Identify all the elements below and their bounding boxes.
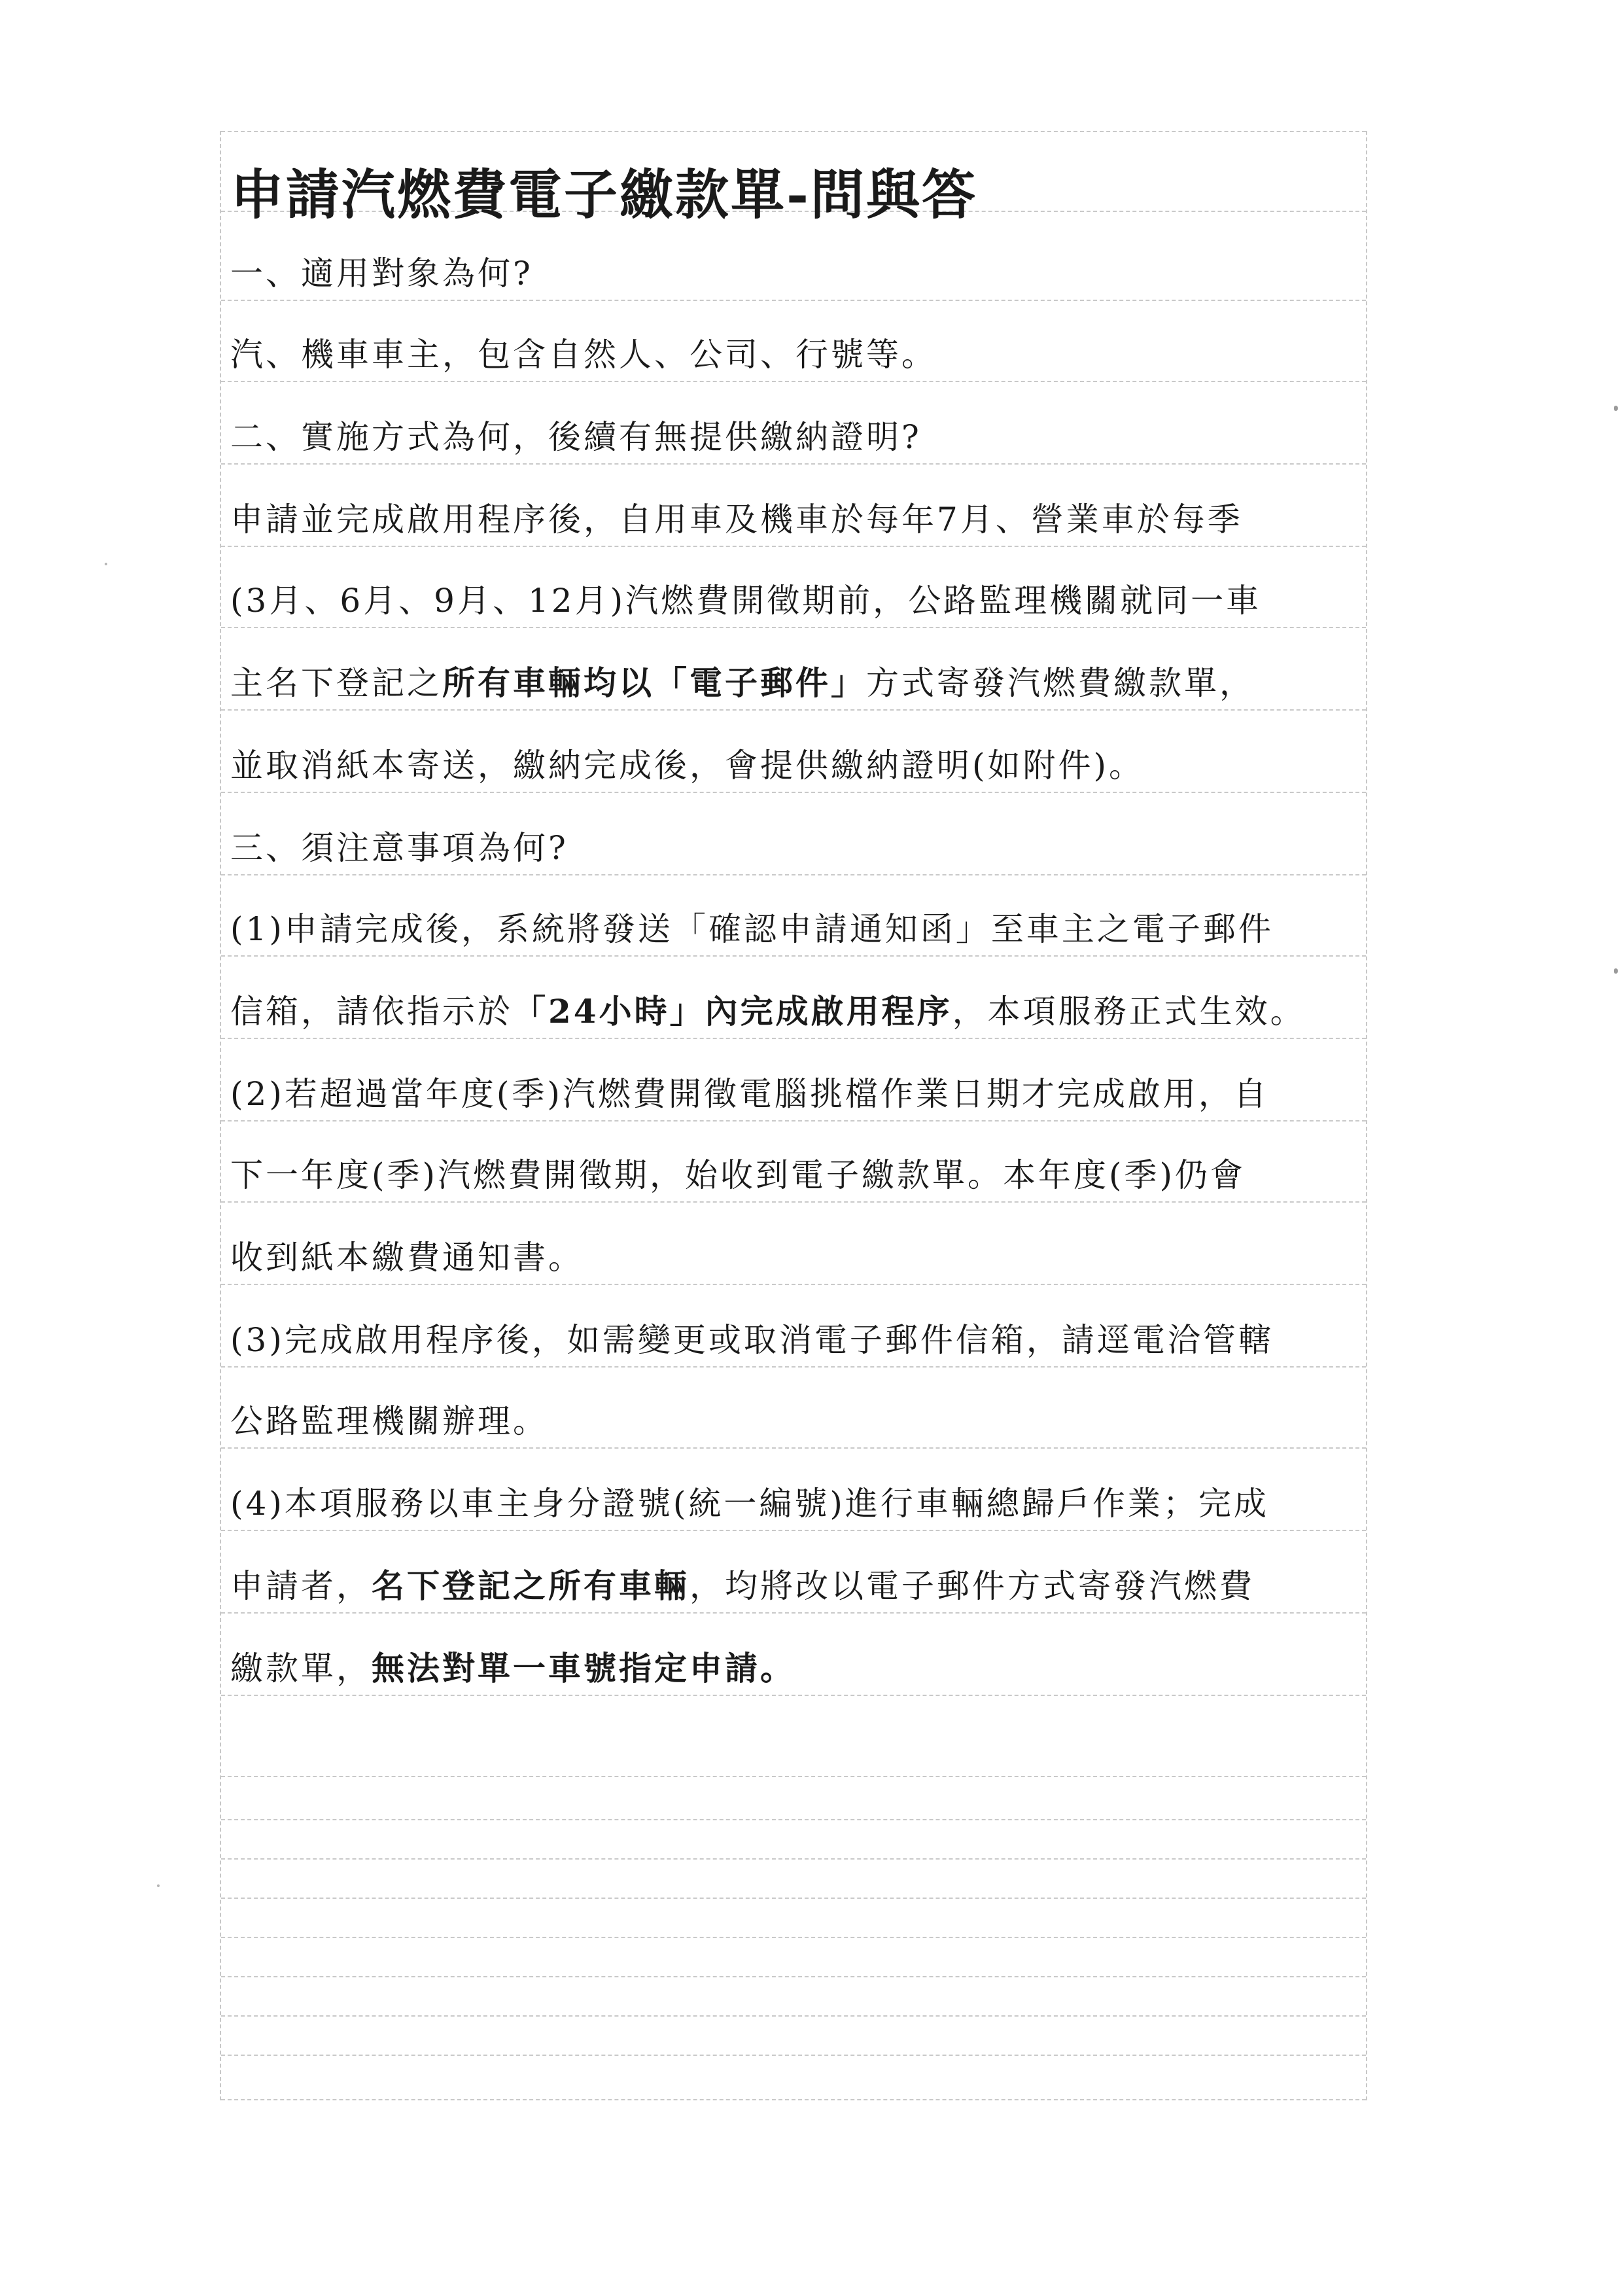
ruled-line bbox=[221, 1776, 1366, 1777]
note-2-line: 收到紙本繳費通知書。 bbox=[230, 1239, 584, 1277]
ruled-line bbox=[221, 1284, 1366, 1285]
note-4-line bbox=[230, 1649, 795, 1688]
answer-1: 汽、機車車主，包含自然人、公司、行號等。 bbox=[230, 336, 937, 374]
note-2-line: (2)若超過當年度(季)汽燃費開徵電腦挑檔作業日期才完成啟用，自 bbox=[230, 1075, 1269, 1113]
ruled-line bbox=[221, 955, 1366, 957]
ruled-line bbox=[221, 627, 1366, 628]
ruled-line bbox=[221, 1120, 1366, 1122]
ruled-line bbox=[221, 1530, 1366, 1531]
ruled-line bbox=[221, 709, 1366, 711]
ruled-line bbox=[221, 1612, 1366, 1614]
text-run: ，均將改以電子郵件方式寄發汽燃費 bbox=[689, 1567, 1255, 1605]
emphasis-text: 「電子郵件」 bbox=[654, 663, 866, 702]
ruled-line bbox=[221, 131, 1366, 132]
answer-2-line: (3月、6月、9月、12月)汽燃費開徵期前，公路監理機關就同一車 bbox=[230, 582, 1262, 620]
emphasis-text: 名下登記之所有車輛 bbox=[372, 1566, 689, 1605]
question-1: 一、適用對象為何? bbox=[230, 255, 533, 292]
ruled-line bbox=[221, 1937, 1366, 1938]
ruled-line bbox=[221, 300, 1366, 301]
page-title: 申請汽燃費電子繳款單-問與答 bbox=[230, 164, 978, 226]
question-3: 三、須注意事項為何? bbox=[230, 829, 568, 867]
ruled-line bbox=[221, 381, 1366, 382]
ruled-line bbox=[221, 2015, 1366, 2017]
ruled-line bbox=[221, 1366, 1366, 1368]
ruled-line bbox=[221, 874, 1366, 875]
text-run: 信箱，請依指示於 bbox=[230, 993, 513, 1031]
ruled-line bbox=[221, 1695, 1366, 1696]
ruled-line bbox=[221, 2099, 1366, 2100]
scan-speck bbox=[157, 1884, 160, 1887]
ruled-line bbox=[221, 1447, 1366, 1449]
ruled-line bbox=[221, 546, 1366, 547]
note-2-line: 下一年度(季)汽燃費開徵期，始收到電子繳款單。本年度(季)仍會 bbox=[230, 1156, 1246, 1194]
ruled-line bbox=[221, 1201, 1366, 1203]
note-1-line bbox=[230, 992, 1306, 1031]
answer-2-line bbox=[230, 663, 1255, 703]
ruled-line bbox=[221, 1819, 1366, 1820]
ruled-line bbox=[221, 792, 1366, 793]
question-2: 二、實施方式為何，後續有無提供繳納證明? bbox=[230, 418, 922, 456]
emphasis-text: 所有車輛 bbox=[442, 663, 584, 702]
lined-sheet bbox=[220, 131, 1367, 2100]
emphasis-text: 均以 bbox=[584, 663, 654, 702]
scan-speck bbox=[1614, 406, 1618, 411]
emphasis-text: 無法對單一車號指定申請。 bbox=[372, 1649, 795, 1687]
ruled-line bbox=[221, 1898, 1366, 1899]
note-4-line bbox=[230, 1566, 1255, 1606]
text-run: 方式寄發汽燃費繳款單， bbox=[866, 664, 1255, 702]
ruled-line bbox=[221, 463, 1366, 465]
ruled-line bbox=[221, 1976, 1366, 1977]
note-3-line: (3)完成啟用程序後，如需變更或取消電子郵件信箱，請逕電洽管轄 bbox=[230, 1321, 1274, 1359]
note-4-line: (4)本項服務以車主身分證號(統一編號)進行車輛總歸戶作業；完成 bbox=[230, 1485, 1269, 1523]
emphasis-text: 「24小時」內完成啟用程序 bbox=[513, 992, 952, 1031]
ruled-line bbox=[221, 2055, 1366, 2056]
text-run: 繳款單， bbox=[230, 1650, 372, 1687]
ruled-line bbox=[221, 1038, 1366, 1039]
answer-2-line: 並取消紙本寄送，繳納完成後，會提供繳納證明(如附件)。 bbox=[230, 747, 1145, 785]
text-run: 主名下登記之 bbox=[230, 664, 442, 702]
ruled-line bbox=[221, 1858, 1366, 1860]
note-1-line: (1)申請完成後，系統將發送「確認申請通知函」至車主之電子郵件 bbox=[230, 910, 1274, 948]
note-3-line: 公路監理機關辦理。 bbox=[230, 1402, 548, 1440]
answer-2-line: 申請並完成啟用程序後，自用車及機車於每年7月、營業車於每季 bbox=[230, 501, 1243, 539]
text-run: ，本項服務正式生效。 bbox=[952, 993, 1306, 1031]
scan-speck bbox=[1614, 968, 1618, 974]
scan-speck bbox=[105, 563, 107, 565]
text-run: 申請者， bbox=[230, 1567, 372, 1605]
